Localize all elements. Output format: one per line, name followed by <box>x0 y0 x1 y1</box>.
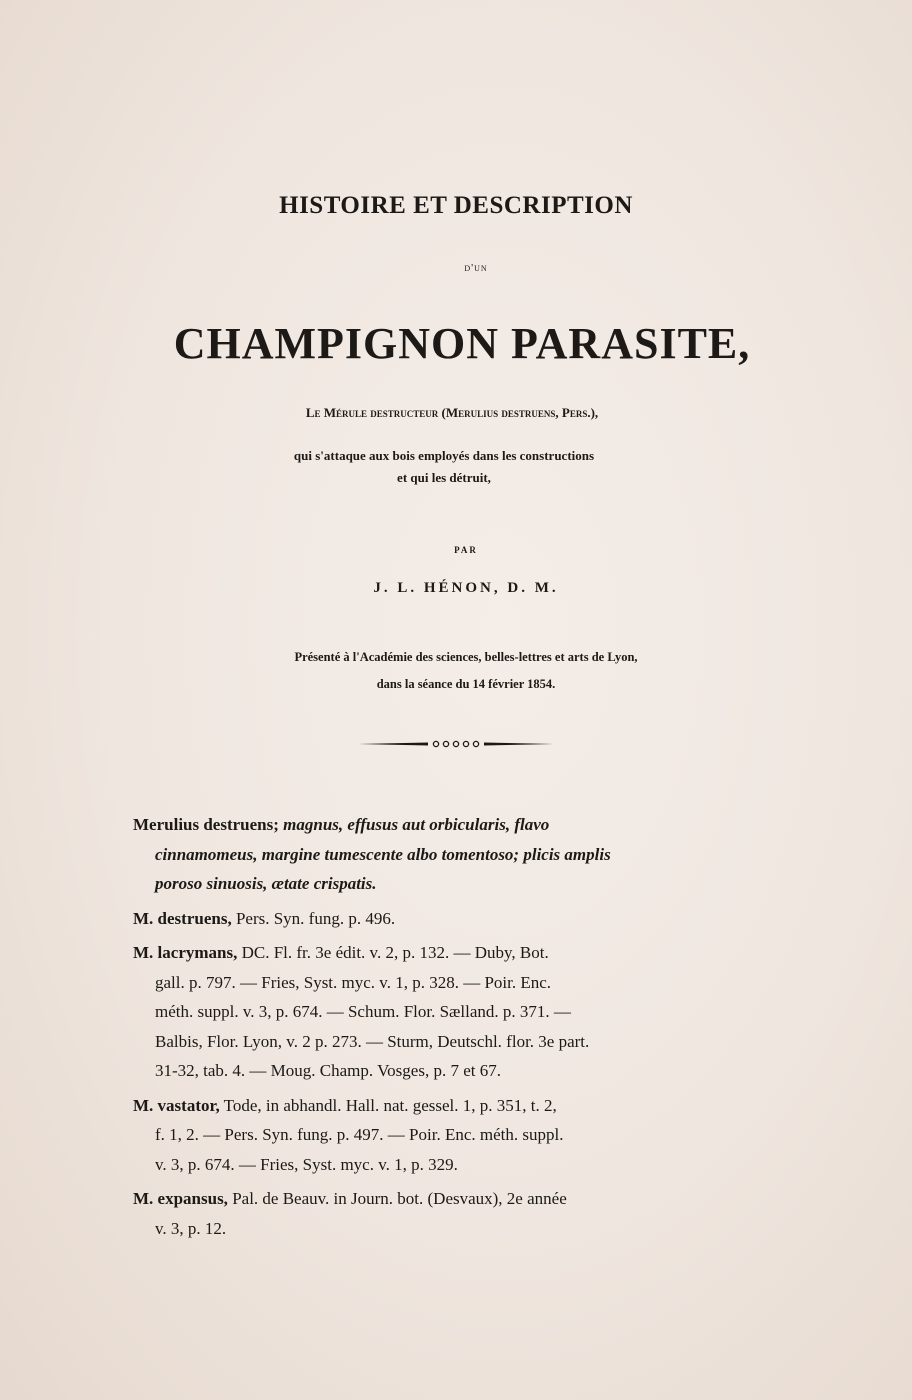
entry-name: M. expansus, <box>133 1189 228 1208</box>
entry-text: gall. p. 797. — Fries, Syst. myc. v. 1, p. 328. — Poir. Enc. <box>155 972 552 992</box>
presentation-line-2: dans la séance du 14 février 1854. <box>376 677 556 691</box>
entry-name: Merulius destruens; <box>133 815 279 834</box>
entry-text: DC. Fl. fr. 3e édit. v. 2, p. 132. — Duby, Bot. <box>237 943 549 962</box>
entry-text: méth. suppl. v. 3, p. 674. — Schum. Flor. Sælland. p. 371. — <box>155 1002 571 1021</box>
entry-m-lacrymans <box>133 938 753 1086</box>
entry-text: cinnamomeus, margine tumescente albo tomentoso; plicis amplis <box>155 844 611 864</box>
entry-name: M. vastator, <box>133 1095 220 1115</box>
entry-m-destruens <box>133 904 753 934</box>
subtitle-line-3: et qui les détruit, <box>397 470 491 485</box>
ornament-divider <box>358 737 554 751</box>
entry-name: M. destruens, <box>133 908 232 928</box>
par-label: PAR <box>454 545 478 555</box>
entry-text: v. 3, p. 674. — Fries, Syst. myc. v. 1, p. 329. <box>155 1154 458 1174</box>
presentation-line-1: Présenté à l'Académie des sciences, belles-lettres et arts de Lyon, <box>294 650 638 664</box>
entry-text: 31-32, tab. 4. — Moug. Champ. Vosges, p. 7 et 67. <box>155 1061 501 1080</box>
entry-m-vastator <box>133 1091 753 1180</box>
title-connector: d'un <box>464 262 488 274</box>
entry-name: M. lacrymans, <box>133 943 238 962</box>
entry-text: f. 1, 2. — Pers. Syn. fung. p. 497. — Poir. Enc. méth. suppl. <box>155 1125 564 1144</box>
entry-merulius-destruens <box>133 810 753 899</box>
subtitle-line-1: Le Mérule destructeur (Merulius destruens, Pers.), <box>305 405 599 420</box>
entry-text: Tode, in abhandl. Hall. nat. gessel. 1, p. 351, t. 2, <box>219 1095 557 1115</box>
entry-text: Pal. de Beauv. in Journ. bot. (Desvaux), 2e année <box>227 1189 567 1208</box>
entry-text: Balbis, Flor. Lyon, v. 2 p. 273. — Sturm, Deutschl. flor. 3e part. <box>155 1031 590 1051</box>
main-title: CHAMPIGNON PARASITE, <box>173 319 751 368</box>
synonymy-list <box>133 810 753 1248</box>
entry-text: Pers. Syn. fung. p. 496. <box>231 908 396 928</box>
title-top: HISTOIRE ET DESCRIPTION <box>279 192 633 219</box>
entry-text: v. 3, p. 12. <box>155 1218 227 1238</box>
subtitle-line-2: qui s'attaque aux bois employés dans les constructions <box>293 448 595 463</box>
entry-text: poroso sinuosis, ætate crispatis. <box>155 874 377 893</box>
entry-m-expansus <box>133 1184 753 1243</box>
author: J. L. HÉNON, D. M. <box>373 580 559 596</box>
entry-text: magnus, effusus aut orbicularis, flavo <box>278 815 550 834</box>
